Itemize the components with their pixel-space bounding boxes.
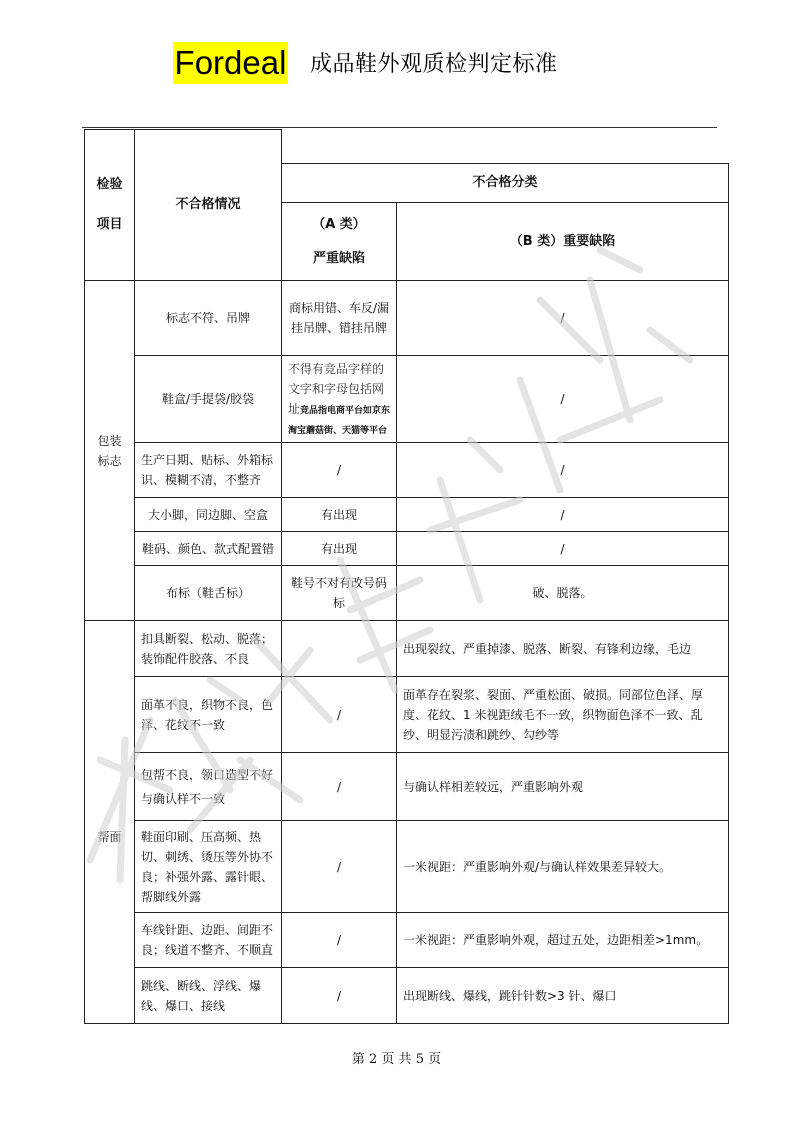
header-divider — [82, 127, 717, 128]
header-class-b: （B 类）重要缺陷 — [397, 203, 729, 281]
class-b-cell: / — [397, 443, 729, 498]
document-title: 成品鞋外观质检判定标准 — [310, 52, 558, 77]
class-b-cell: 面革存在裂浆、裂面、严重松面、破损。同部位色泽、厚度、花纹、1 米视距绒毛不一致，织物面色泽不一致、乱纱、明显污渍和跳纱、勾纱等 — [397, 677, 729, 753]
header-class-a-code: （A 类） — [312, 216, 366, 232]
class-b-cell: 出现裂纹、严重掉漆、脱落、断裂、有锋利边缘，毛边 — [397, 621, 729, 677]
header-class-a-label: 严重缺陷 — [312, 250, 365, 266]
table-row — [85, 753, 729, 821]
condition-cell: 大小脚，同边脚、空盒 — [135, 498, 282, 532]
condition-cell: 布标（鞋舌标） — [135, 566, 282, 621]
class-a-cell: / — [282, 968, 397, 1024]
page-header — [0, 42, 793, 87]
condition-cell: 鞋码、颜色、款式配置错 — [135, 532, 282, 566]
class-b-cell: 一米视距：严重影响外观，超过五处，边距相差>1mm。 — [397, 913, 729, 968]
class-a-cell: 有出现 — [282, 532, 397, 566]
table-row — [85, 968, 729, 1024]
section-upper: 帮面 — [85, 621, 135, 1024]
header-item — [85, 130, 135, 281]
class-a-cell — [282, 356, 397, 443]
section-label-line1: 包装 — [97, 433, 122, 448]
condition-cell: 包帮不良，领口造型不好 与确认样不一致 — [135, 753, 282, 821]
class-a-note-bold: 竞品指电商平台如京东淘宝蘑菇街、天猫等平台 — [288, 406, 391, 436]
class-a-cell: 鞋号不对有改号码标 — [282, 566, 397, 621]
header-item-line2: 项目 — [96, 217, 123, 232]
table-row — [85, 821, 729, 913]
class-a-cell: 有出现 — [282, 498, 397, 532]
table-row — [85, 356, 729, 443]
class-b-cell: / — [397, 532, 729, 566]
table-row — [85, 532, 729, 566]
table-row — [85, 677, 729, 753]
class-a-cell: / — [282, 821, 397, 913]
brand-logo: Fordeal — [173, 42, 288, 84]
section-packaging — [85, 281, 135, 621]
condition-cell: 鞋盒/手提袋/胶袋 — [135, 356, 282, 443]
class-a-cell: / — [282, 677, 397, 753]
page-footer: 第 2 页 共 5 页 — [351, 1052, 442, 1067]
class-a-cell: 商标用错、车反/漏挂吊牌、错挂吊牌 — [282, 281, 397, 356]
condition-cell: 跳线、断线、浮线、爆线、爆口、接线 — [135, 968, 282, 1024]
table-row — [85, 566, 729, 621]
class-b-cell: 一米视距：严重影响外观/与确认样效果差异较大。 — [397, 821, 729, 913]
class-a-cell: / — [282, 443, 397, 498]
table-row — [85, 281, 729, 356]
condition-cell: 扣具断裂、松动、脱落；装饰配件胶落、不良 — [135, 621, 282, 677]
header-condition: 不合格情况 — [135, 130, 282, 281]
class-b-cell: / — [397, 356, 729, 443]
header-classification: 不合格分类 — [282, 164, 729, 203]
table-row — [85, 913, 729, 968]
condition-cell: 车线针距、边距、间距不良；线道不整齐、不顺直 — [135, 913, 282, 968]
class-b-cell: / — [397, 281, 729, 356]
table-row — [85, 443, 729, 498]
header-item-line1: 检验 — [96, 177, 123, 192]
inspection-table — [84, 129, 729, 1024]
section-label-line2: 标志 — [97, 453, 122, 468]
class-b-cell: 出现断线、爆线，跳针针数>3 针、爆口 — [397, 968, 729, 1024]
table-row — [85, 498, 729, 532]
condition-cell: 标志不符、吊牌 — [135, 281, 282, 356]
class-a-note: 不得有竞品字样的文字和字母包括网址 — [288, 362, 385, 416]
condition-cell: 鞋面印刷、压高频、热切、刺绣、烫压等外协不良；补强外露、露针眼、帮脚线外露 — [135, 821, 282, 913]
header-spacer — [282, 130, 729, 164]
class-a-cell: / — [282, 753, 397, 821]
class-b-cell: / — [397, 498, 729, 532]
class-a-cell: / — [282, 913, 397, 968]
class-b-cell: 破、脱落。 — [397, 566, 729, 621]
header-class-a — [282, 203, 397, 281]
class-b-cell: 与确认样相差较远，严重影响外观 — [397, 753, 729, 821]
condition-cell: 面革不良，织物不良，色泽、花纹不一致 — [135, 677, 282, 753]
class-a-cell — [282, 621, 397, 677]
table-row — [85, 621, 729, 677]
condition-cell: 生产日期、贴标、外箱标识、模糊不清，不整齐 — [135, 443, 282, 498]
